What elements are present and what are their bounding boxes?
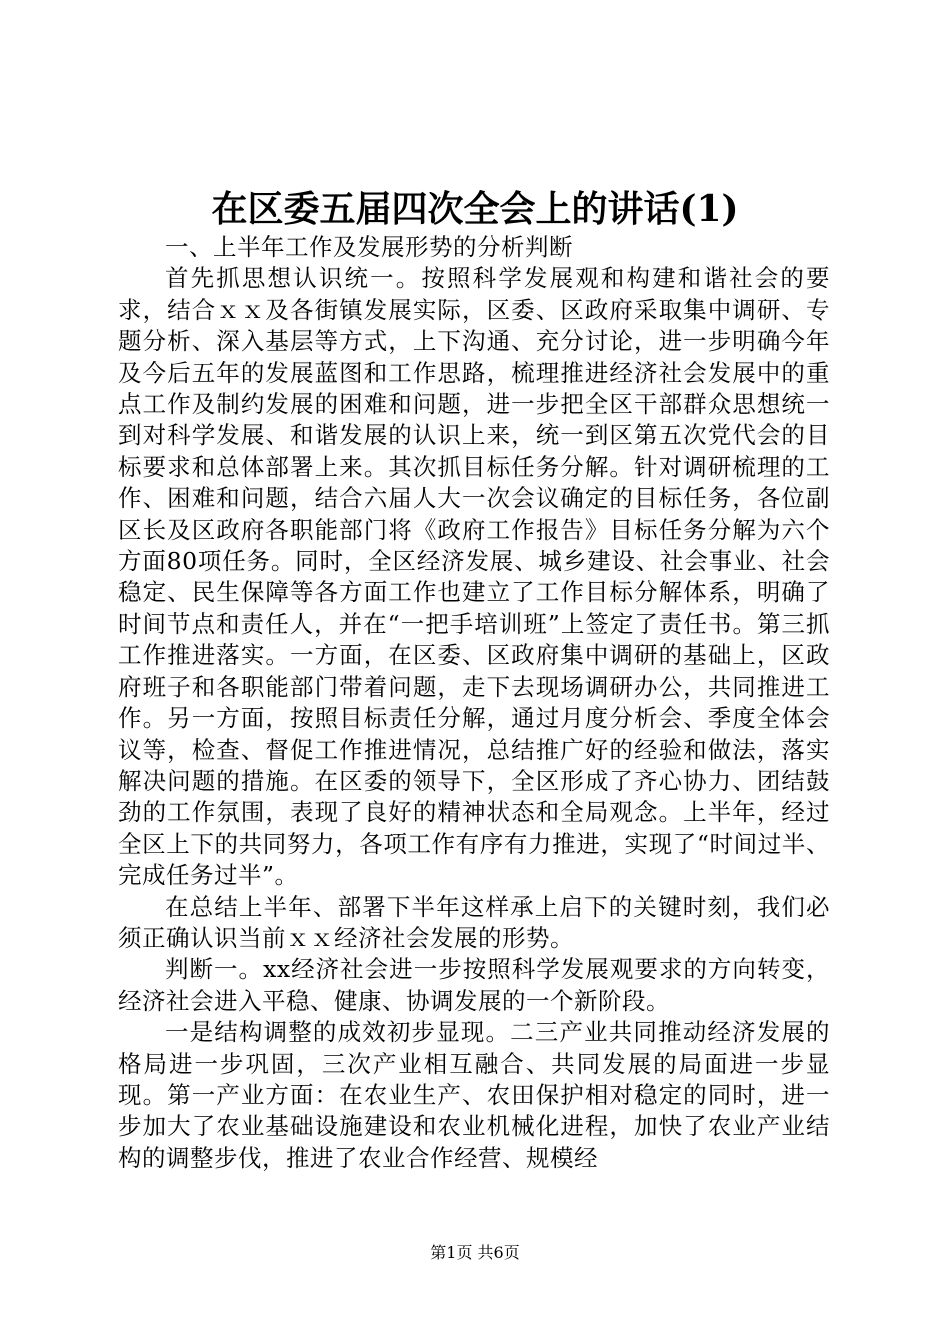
body-paragraph: 在总结上半年、部署下半年这样承上启下的关键时刻，我们必须正确认识当前ｘｘ经济社会发展的形势。 (118, 892, 830, 952)
section-heading: 一、上半年工作及发展形势的分析判断 (165, 233, 573, 261)
page-number-footer: 第1页 共6页 (430, 1243, 520, 1262)
body-paragraph: 一是结构调整的成效初步显现。二三产业共同推动经济发展的格局进一步巩固，三次产业相互融合、共同发展的局面进一步显现。第一产业方面：在农业生产、农田保护相对稳定的同时，进一步加大了农业基础设施建设和农业机械化进程，加快了农业产业结构的调整步伐，推进了农业合作经营、规模经 (118, 1018, 830, 1172)
body-paragraph: 判断一。xx经济社会进一步按照科学发展观要求的方向转变，经济社会进入平稳、健康、协调发展的一个新阶段。 (118, 955, 830, 1015)
body-paragraph: 首先抓思想认识统一。按照科学发展观和构建和谐社会的要求，结合ｘｘ及各街镇发展实际，区委、区政府采取集中调研、专题分析、深入基层等方式，上下沟通、充分讨论，进一步明确今年及今后五年的发展蓝图和工作思路，梳理推进经济社会发展中的重点工作及制约发展的困难和问题，进一步把全区干部群众思想统一到对科学发展、和谐发展的认识上来，统一到区第五次党代会的目标要求和总体部署上来。其次抓目标任务分解。针对调研梳理的工作、困难和问题，结合六届人大一次会议确定的目标任务，各位副区长及区政府各职能部门将《政府工作报告》目标任务分解为六个方面80项任务。同时，全区经济发展、城乡建设、社会事业、社会稳定、民生保障等各方面工作也建立了工作目标分解体系，明确了时间节点和责任人，并在“一把手培训班”上签定了责任书。第三抓工作推进落实。一方面，在区委、区政府集中调研的基础上，区政府班子和各职能部门带着问题，走下去现场调研办公，共同推进工作。另一方面，按照目标责任分解，通过月度分析会、季度全体会议等，检查、督促工作推进情况，总结推广好的经验和做法，落实解决问题的措施。在区委的领导下，全区形成了齐心协力、团结鼓劲的工作氛围，表现了良好的精神状态和全局观念。上半年，经过全区上下的共同努力，各项工作有序有力推进，实现了“时间过半、完成任务过半”。 (118, 264, 830, 890)
document-body (118, 232, 830, 1174)
page-title: 在区委五届四次全会上的讲话(1) (211, 188, 739, 230)
